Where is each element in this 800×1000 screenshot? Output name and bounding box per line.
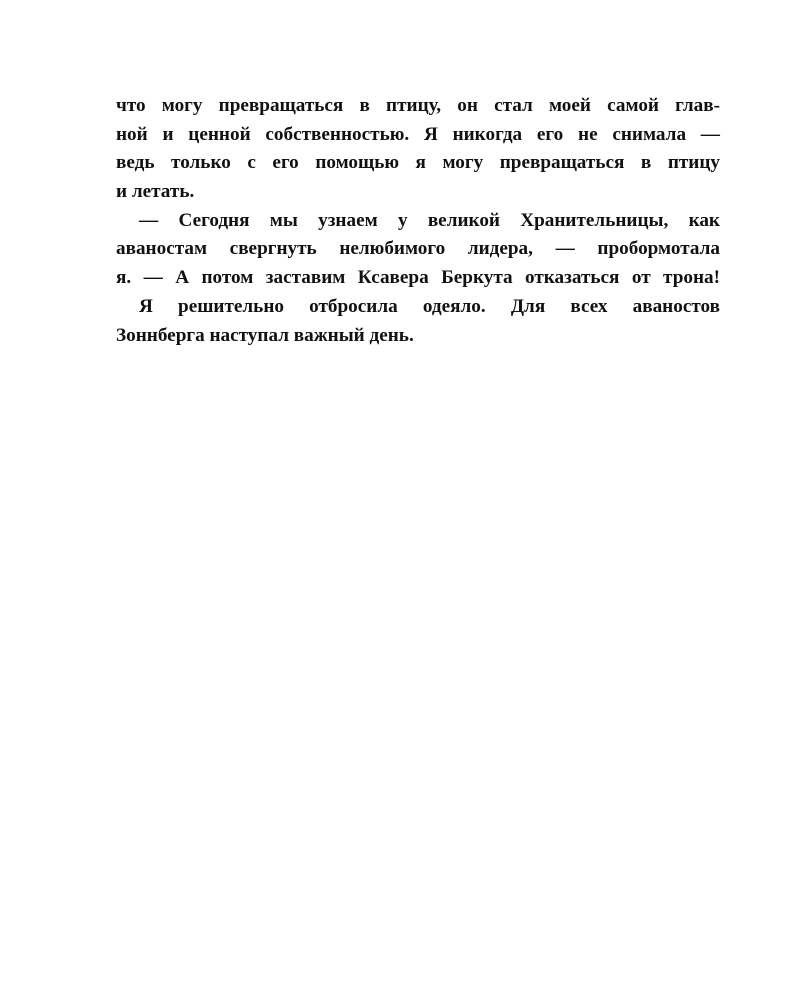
text-line: Я решительно отбросила одеяло. Для всех аваностов	[139, 295, 720, 317]
page-text	[116, 92, 720, 350]
text-line: что могу превращаться в птицу, он стал моей самой глав-	[116, 95, 720, 116]
text-line: ведь только с его помощью я могу превращаться в птицу	[116, 152, 720, 174]
text-line: я. — А потом заставим Ксавера Беркута отказаться от трона!	[116, 267, 720, 289]
text-line: — Сегодня мы узнаем у великой Хранительницы, как	[139, 209, 720, 231]
text-line: Зоннберга наступал важный день.	[116, 324, 414, 346]
text-line: ной и ценной собственностью. Я никогда его не снимала —	[116, 123, 720, 145]
text-line: и летать.	[116, 181, 195, 203]
text-line: аваностам свергнуть нелюбимого лидера, — пробормотала	[116, 238, 720, 260]
